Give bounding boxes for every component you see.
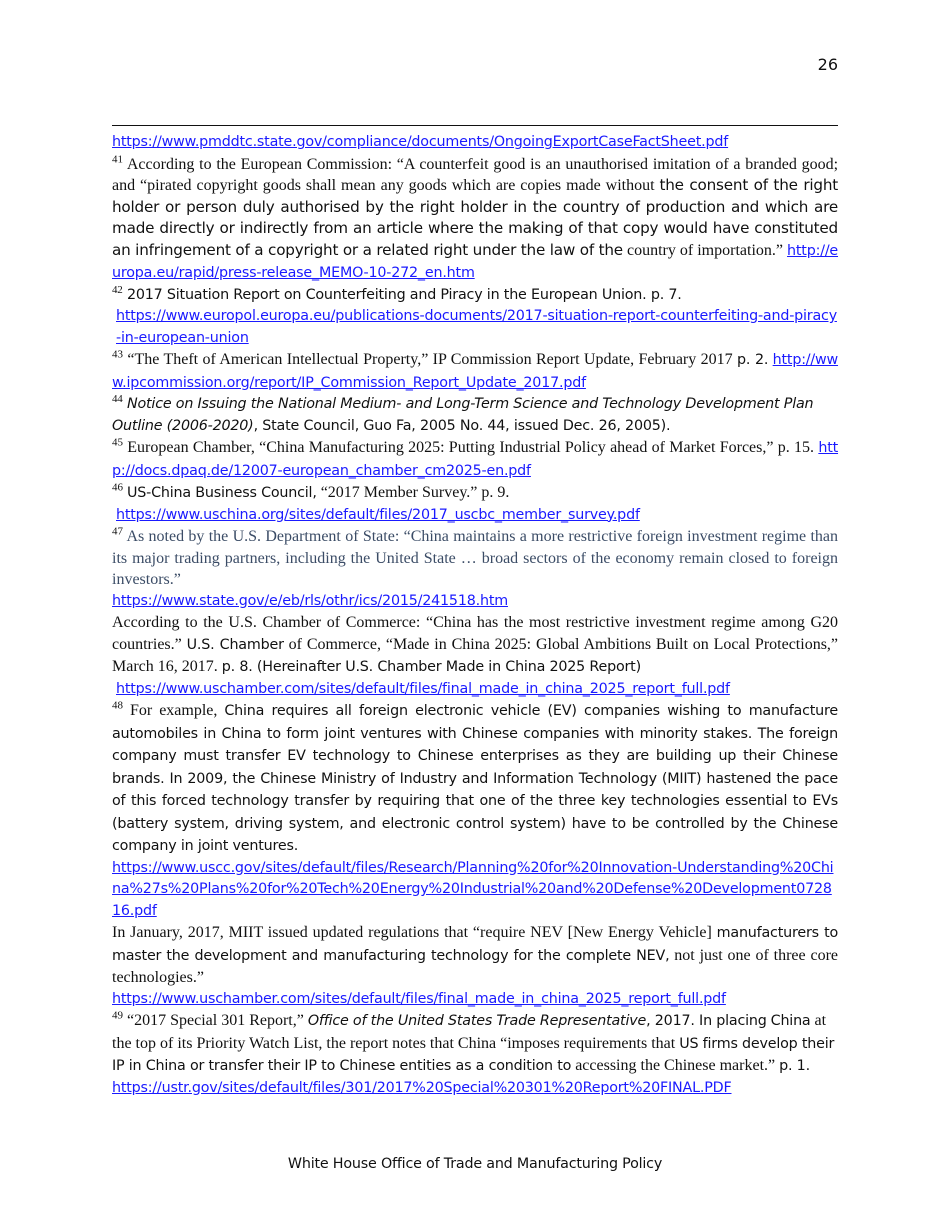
footnote-41-link[interactable]: http://europa.eu/rapid/press-release_MEMO-10-272_en.htm	[112, 242, 839, 281]
footnote-44	[112, 394, 838, 437]
footnote-45-number: 45	[112, 436, 123, 449]
footnote-43-text-b: p. 2.	[737, 352, 769, 368]
footnote-47-text: As noted by the U.S. Department of State: “China maintains a more restrictive foreign investment regime than its major trading partners, including the United State … broad sectors of the economy remain closed to foreign investors.”	[112, 528, 838, 588]
footnote-48-link2[interactable]: https://www.uschamber.com/sites/default/files/final_made_in_china_2025_report_full.pdf	[112, 990, 726, 1007]
footnote-41-text-b: imitation of a branded good; and “pirated copyright goods shall mean any goods which are copies made without	[112, 155, 839, 194]
footnote-49-text-d: at the top of its Priority Watch List, the report notes that China “imposes requirements that	[112, 1012, 827, 1052]
footnote-45	[112, 437, 838, 482]
footnote-47-text2-b: U.S. Chamber	[186, 636, 284, 653]
footnote-46-number: 46	[112, 481, 123, 494]
footnote-44-text: , State Council, Guo Fa, 2005 No. 44, issued Dec. 26, 2005).	[253, 417, 671, 434]
footnote-42-text: 2017 Situation Report on Counterfeiting and Piracy in the European Union. p. 7.	[126, 286, 682, 303]
footnote-47-link[interactable]: https://www.state.gov/e/eb/rls/othr/ics/2015/241518.htm	[112, 592, 508, 609]
footnote-42-link[interactable]: https://www.europol.europa.eu/publications-documents/2017-situation-report-counterfeiting-and-piracy-in-european-union	[116, 308, 837, 346]
footnote-44-title: Notice on Issuing the National Medium- and Long-Term Science and Technology Development Plan Outline (2006-2020)	[112, 396, 814, 434]
footnote-43	[112, 349, 838, 394]
footnote-49-number: 49	[112, 1009, 123, 1022]
footnote-42	[112, 285, 838, 350]
footnote-47-link2[interactable]: https://www.uschamber.com/sites/default/files/final_made_in_china_2025_report_full.pdf	[116, 680, 730, 697]
footnote-48-text2-a: In January, 2017, MIIT issued updated regulations that “require NEV [New Energy Vehicle]	[112, 924, 712, 941]
footnote-49-text-a: “2017 Special 301 Report,”	[127, 1012, 304, 1029]
footnote-separator	[112, 125, 838, 126]
footnote-44-number: 44	[112, 393, 123, 406]
footnote-49-text-e: US firms develop their IP in China or transfer their IP to Chinese entities as a condition to	[112, 1035, 835, 1074]
footnote-48-text-a: For example,	[129, 702, 218, 719]
footnote-47-text2-c: of Commerce, “Made in China 2025: Global Ambitions Built on Local Protections,” March 16, 2017.	[112, 635, 839, 675]
footnote-48-number: 48	[112, 699, 123, 712]
footnote-42-number: 42	[112, 283, 123, 296]
footnote-49-link[interactable]: https://ustr.gov/sites/default/files/301/2017%20Special%20301%20Report%20FINAL.PDF	[112, 1079, 732, 1096]
footnote-48-link[interactable]: https://www.uscc.gov/sites/default/files/Research/Planning%20for%20Innovation-Understanding%20China%27s%20Plans%20for%20Tech%20Energy%20Industrial%20and%20Defense%20Development072816.pdf	[112, 859, 834, 919]
footnote-48	[112, 700, 838, 1010]
footnote-43-number: 43	[112, 348, 123, 361]
footnotes	[112, 132, 838, 1099]
footnote-40-link[interactable]: https://www.pmddtc.state.gov/compliance/documents/OngoingExportCaseFactSheet.pdf	[112, 134, 729, 150]
footnote-40-continuation	[112, 132, 838, 154]
footnote-49-text-c: China	[770, 1013, 811, 1029]
footnote-49-text-b: , 2017. In placing	[646, 1013, 767, 1029]
footnote-48-text2-c: not just one of three core technologies.”	[112, 946, 838, 986]
footnote-45-text: European Chamber, “China Manufacturing 2025: Putting Industrial Policy ahead of Market Forces,” p. 15.	[127, 439, 815, 456]
footnote-46-link[interactable]: https://www.uschina.org/sites/default/files/2017_uscbc_member_survey.pdf	[116, 506, 640, 523]
footnote-49	[112, 1010, 838, 1099]
footnote-48-text-b: China requires all foreign electronic vehicle (EV) companies wishing to manufacture automobiles in China to form joint ventures with Chinese companies with minority stakes. The foreign company must transfer EV technology to Chinese enterprises as they are building up their Chinese brands. In 2009, the Chinese Ministry of Industry and Information Technology (MIIT) hastened the pace of this forced technology transfer by requiring that one of the three key technologies essential to EVs (battery system, driving system, and electronic control system) have to be controlled by the Chinese company in joint ventures.	[112, 703, 838, 854]
footnote-49-text-f: accessing the Chinese market.”	[575, 1057, 776, 1074]
footnote-43-link[interactable]: http://www.ipcommission.org/report/IP_Commission_Report_Update_2017.pdf	[112, 352, 839, 391]
footnote-47-number: 47	[112, 525, 123, 538]
footnote-48-text2-b: manufacturers to master the development and manufacturing technology for the complete NEV,	[112, 925, 839, 964]
footnote-46-text-a: US-China Business Council,	[127, 485, 317, 501]
footnote-46	[112, 482, 838, 526]
footnote-47-text2-d: p. 8. (Hereinafter U.S. Chamber Made in China 2025 Report)	[221, 659, 641, 675]
footnote-47	[112, 526, 838, 700]
footnote-45-link[interactable]: http://docs.dpaq.de/12007-european_chamber_cm2025-en.pdf	[112, 440, 839, 479]
footnote-41-text-d: country of importation.”	[627, 241, 783, 259]
footnote-43-text: “The Theft of American Intellectual Property,” IP Commission Report Update, February 2017	[127, 351, 733, 368]
footnote-49-text-g: p. 1.	[779, 1058, 810, 1074]
footnote-41-text-a: According to the European Commission: “A counterfeit good is an unauthorised	[126, 155, 649, 173]
footnote-47-text2-a: According to the U.S. Chamber of Commerce: “China has the most restrictive investment regime among G20 countries.”	[112, 614, 838, 653]
footnote-46-text-b: “2017 Member Survey.” p. 9.	[320, 484, 510, 501]
page-footer: White House Office of Trade and Manufacturing Policy	[287, 1156, 663, 1172]
footnote-41-number: 41	[112, 153, 123, 166]
footnote-49-title: Office of the United States Trade Representative	[307, 1013, 647, 1029]
page-number: 26	[817, 55, 838, 74]
footnote-41	[112, 154, 838, 285]
footnote-41-text-c: the consent of the right holder or person duly authorised by the right holder in the country of production and which are made directly or indirectly from an article where the making of that copy would have constituted an infringement of a copyright or a related right under the law of the	[112, 176, 839, 259]
